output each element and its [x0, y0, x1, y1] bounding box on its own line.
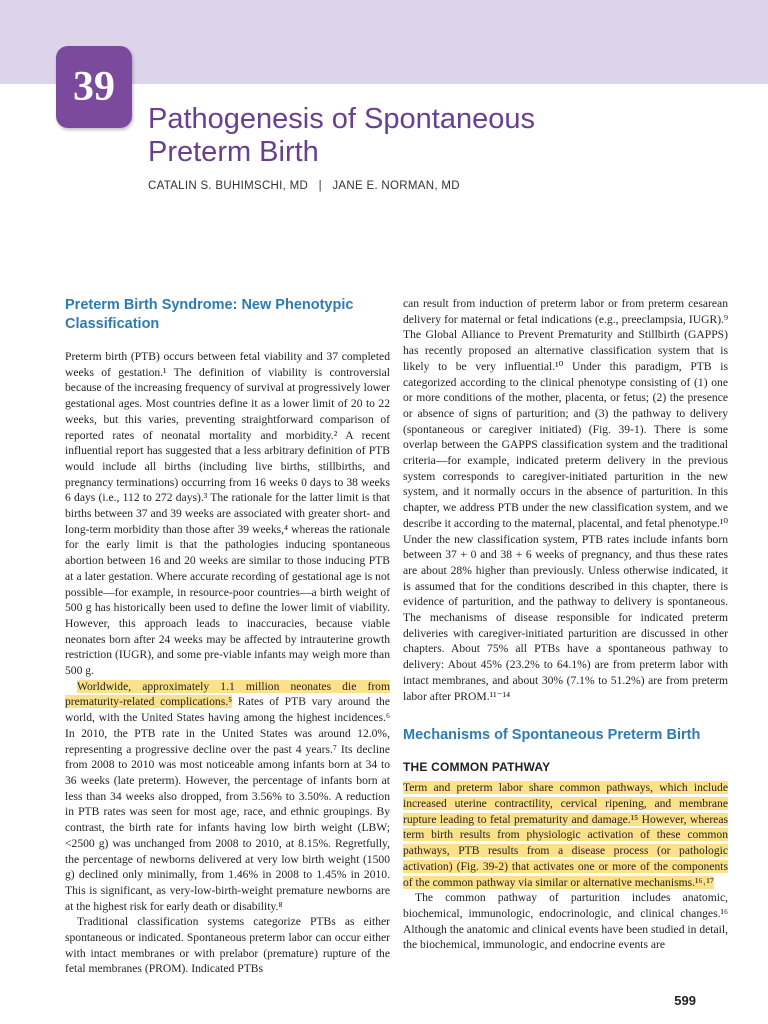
chapter-title	[148, 103, 708, 169]
paragraph-gapps-classification: can result from induction of preterm labor or from preterm cesarean delivery for maternal or fetal indications (e.g., preeclampsia, IUGR).⁹ The Global Alliance to Prevent Prematurity and Stillbirth (GAPPS) has recently proposed an alternative classification system that is likely to be very influential.¹⁰ Under this paradigm, PTB is categorized according to the clinical phenotype consisting of (1) one or more conditions of the mother, placenta, or fetus; (2) the presence or absence of signs of parturition; and (3) the pathway to delivery (spontaneous or caregiver initiated) (Fig. 39-1). There is some overlap between the GAPPS classification system and the traditional criteria—for example, indicated preterm delivery in the previous system corresponds to caregiver-initiated parturition in the new system, and it normally occurs in the absence of parturition. In this chapter, we address PTB under the new classification system, and we describe it according to the maternal, placental, and fetal phenotype.¹⁰ Under the new classification system, PTB rates include infants born between 37 + 0 and 38 + 6 weeks of pregnancy, and thus these rates are about 28% higher than previously. Unless otherwise indicated, it is assumed that for the conditions described in this chapter, there is evidence of parturition, and the pathway to delivery is spontaneous. The mechanisms of disease responsible for indicated preterm deliveries with caregiver-initiated parturition are discussed in other chapters. About 75% all PTBs have a spontaneous pathway to delivery: About 45% (23.2% to 64.1%) are from preterm labor with intact membranes, and about 30% (7.1% to 51.2%) are from preterm labor after PROM.¹¹⁻¹⁴	[403, 297, 728, 703]
highlighted-text: Worldwide, approximately 1.1 million neonates die from prematurity-related complications.⁵	[65, 679, 390, 709]
highlighted-text: Term and preterm labor share common pathways, which include increased uterine contractility, cervical ripening, and membrane rupture leading to fetal prematurity and damage.¹⁵ However, whereas term birth results from physiologic activation of these common pathways, PTB results from a disease process (or pathologic activation) (Fig. 39-2) that activates one or more of the components of the common pathway via similar or alternative mechanisms.¹⁶˒¹⁷	[403, 781, 728, 889]
paragraph-ptb-definition: Preterm birth (PTB) occurs between fetal viability and 37 completed weeks of gestation.¹ The definition of viability is controversial because of the increasing frequency of survival at progressively lower gestational ages. Most countries define it as a lower limit of 20 to 22 weeks, but this varies, preventing straightforward comparison of reported rates of neonatal mortality and morbidity.² A recent influential report has suggested that a less arbitrary definition of PTB would include all births (including live births, stillbirths, and pregnancy terminations) occurring from 16 weeks 0 days to 38 weeks 6 days (i.e., 112 to 272 days).³ The rationale for the latter limit is that births between 37 and 39 weeks are associated with greater short- and long-term morbidity than those after 39 weeks,⁴ whereas the rationale for the early limit is that the pathologies inducing spontaneous abortion between 16 and 20 weeks are similar to those inducing PTB at a later gestation. Where accurate recording of gestational age is not possible—for example, in resource-poor countries—a birth weight of 500 g has historically been used to define the lower limit of viability. However, this approach leads to inaccuracies, because viable neonates born after 24 weeks may be affected by intrauterine growth restriction (IUGR), and some pre-viable infants may weigh more than 500 g.	[65, 350, 390, 678]
page-number: 599	[674, 993, 696, 1008]
paragraph-pathway-of-parturition: The common pathway of parturition includes anatomic, biochemical, immunologic, endocrinologic, and clinical changes.¹⁶ Although the anatomic and clinical events have been studied in detail, the biochemical, immunologic, and endocrine events are	[403, 891, 728, 952]
paragraph-common-pathways	[403, 780, 728, 890]
chapter-authors: CATALIN S. BUHIMSCHI, MD | JANE E. NORMAN, MD	[148, 180, 460, 192]
chapter-title-line-2: Preterm Birth	[148, 136, 319, 168]
chapter-title-line-1: Pathogenesis of Spontaneous	[148, 103, 535, 135]
section-heading-mechanisms: Mechanisms of Spontaneous Preterm Birth	[403, 727, 701, 744]
left-column	[65, 296, 390, 977]
chapter-number-badge: 39	[56, 46, 132, 128]
paragraph-text: Rates of PTB vary around the world, with the United States having among the highest incidences.⁶ In 2010, the PTB rate in the United States was around 12.0%, representing a progressive decline over the past 4 years.⁷ Its decline from 2008 to 2010 was most noticeable among infants born at 34 to 36 weeks (late preterm). However, the percentage of infants born at less than 34 weeks also dropped, from 3.56% to 3.50%. A reduction in PTB rates was seen for most age, race, and ethnic groupings. By contrast, the birth rate for infants having low birth weight (LBW; <2500 g) was unchanged from 2008 to 2010, at 8.15%. Regretfully, the percentage of newborns delivered at very low birth weight (1500 g) declined only minimally, from 1.46% in 2008 to 1.45% in 2010. This is significant, as very-low-birth-weight premature newborns are at the highest risk for early death or disability.⁸	[65, 695, 390, 913]
paragraph-traditional-classification: Traditional classification systems categorize PTBs as either spontaneous or indicated. Spontaneous preterm labor can occur either with intact membranes or with prelabor (premature) rupture of the fetal membranes (PROM). Indicated PTBs	[65, 915, 390, 976]
right-column	[403, 296, 728, 953]
paragraph-worldwide-rates	[65, 679, 390, 915]
section-heading-preterm-birth-syndrome: Preterm Birth Syndrome: New Phenotypic Classification	[65, 297, 354, 332]
subheading-common-pathway: THE COMMON PATHWAY	[403, 760, 551, 775]
